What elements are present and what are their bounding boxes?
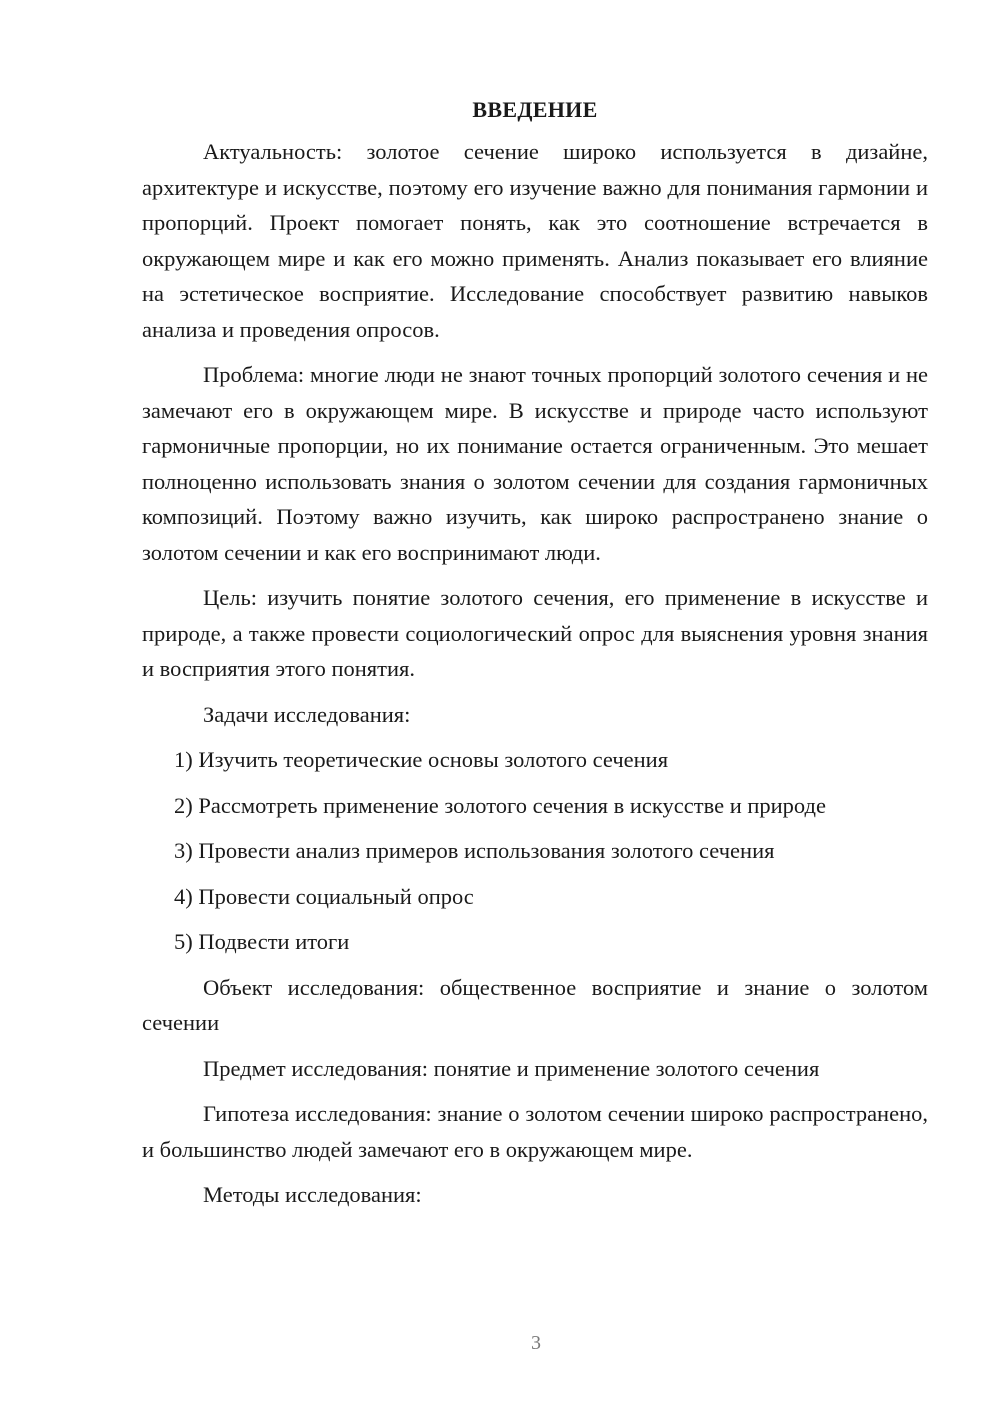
goal-paragraph: Цель: изучить понятие золотого сечения, его применение в искусстве и природе, а также провести социологический опрос для выяснения уровня знания и восприятия этого понятия. xyxy=(142,585,928,681)
list-item: 2) Рассмотреть применение золотого сечения в искусстве и природе xyxy=(174,792,826,818)
page-title: ВВЕДЕНИЕ xyxy=(472,97,598,122)
problem-paragraph: Проблема: многие люди не знают точных пропорций золотого сечения и не замечают его в окружающем мире. В искусстве и природе часто используют гармоничные пропорции, но их понимание остается ограниченным. Это мешает полноценно использовать знания о золотом сечении для создания гармоничных композиций. Поэтому важно изучить, как широко распространено знание о золотом сечении и как его воспринимают люди. xyxy=(142,362,928,565)
methods-title: Методы исследования: xyxy=(203,1182,422,1207)
object-paragraph: Объект исследования: общественное восприятие и знание о золотом сечении xyxy=(142,974,928,1035)
page-number: 3 xyxy=(531,1332,541,1354)
list-item: 1) Изучить теоретические основы золотого сечения xyxy=(174,747,669,772)
list-item: 3) Провести анализ примеров использования золотого сечения xyxy=(174,838,775,863)
subject-paragraph: Предмет исследования: понятие и применение золотого сечения xyxy=(203,1055,820,1081)
list-item: 4) Провести социальный опрос xyxy=(174,883,474,909)
relevance-paragraph: Актуальность: золотое сечение широко используется в дизайне, архитектуре и искусстве, поэтому его изучение важно для понимания гармонии и пропорций. Проект помогает понять, как это соотношение встречается в окружающем мире и как его можно применять. Анализ показывает его влияние на эстетическое восприятие. Исследование способствует развитию навыков анализа и проведения опросов. xyxy=(142,139,928,342)
tasks-title: Задачи исследования: xyxy=(203,701,411,727)
document-page xyxy=(142,90,928,1223)
tasks-list xyxy=(142,742,928,960)
list-item: 5) Подвести итоги xyxy=(174,929,350,954)
hypothesis-paragraph: Гипотеза исследования: знание о золотом сечении широко распространено, и большинство людей замечают его в окружающем мире. xyxy=(142,1101,928,1162)
